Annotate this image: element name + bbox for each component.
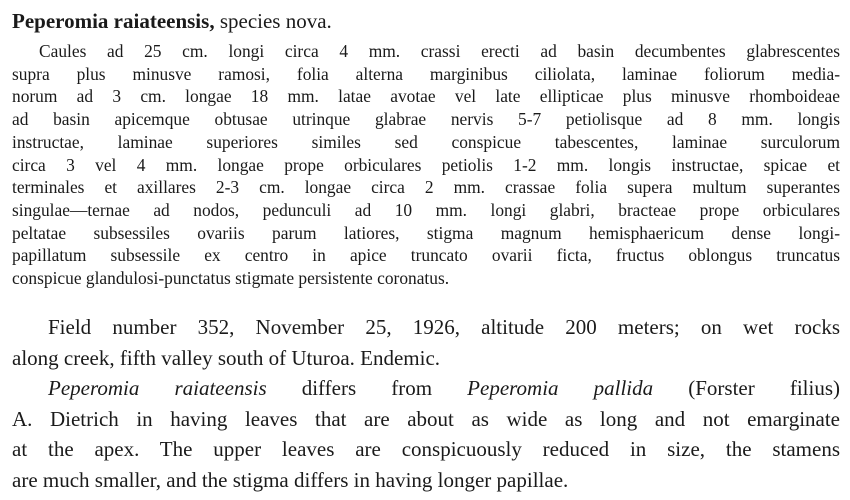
description-line: Caules ad 25 cm. longi circa 4 mm. crassi erecti ad basin decumbentes glabrescentes [39, 41, 840, 61]
description-line: ad basin apicemque obtusae utrinque glabrae nervis 5-7 petiolisque ad 8 mm. longis [12, 109, 840, 130]
description-line: papillatum subsessile ex centro in apice truncato ovarii ficta, fructus oblongus truncatus [12, 245, 840, 266]
compared-species-italic: Peperomia pallida [467, 376, 654, 400]
species-name-italic: Peperomia raiateensis [48, 376, 267, 400]
description-line: instructae, laminae superiores similes sed conspicue tabescentes, laminae surculorum [12, 131, 840, 152]
description-line: peltatae subsessiles ovariis parum latiores, stigma magnum hemisphaericum dense longi- [12, 222, 840, 243]
description-line: supra plus minusve ramosi, folia alterna marginibus ciliolata, laminae foliorum media- [12, 63, 840, 84]
comparison-line: A. Dietrich in having leaves that are about as wide as long and not emarginate [12, 406, 840, 431]
remarks-section [12, 312, 840, 495]
description-line: conspicue glandulosi-punctatus stigmate persistente coronatus. [12, 268, 450, 289]
description-line: terminales et axillares 2-3 cm. longae circa 2 mm. crassae folia supera multum superantes [12, 177, 840, 198]
comparison-text: (Forster filius) [653, 376, 840, 400]
description-line: singulae—ternae ad nodos, pedunculi ad 10 mm. longi glabri, bracteae prope orbiculares [12, 199, 840, 220]
species-heading [12, 8, 332, 34]
latin-description [12, 40, 840, 290]
comparison-line: are much smaller, and the stigma differs in having longer papillae. [12, 467, 569, 492]
species-note: species nova. [214, 9, 332, 33]
field-note-line: along creek, fifth valley south of Uturoa. Endemic. [12, 345, 441, 370]
description-line: norum ad 3 cm. longae 18 mm. latae avotae vel late ellipticae plus minusve rhomboideae [12, 86, 840, 107]
field-note-line: Field number 352, November 25, 1926, altitude 200 meters; on wet rocks [48, 315, 840, 339]
comparison-line [12, 373, 840, 404]
description-line: circa 3 vel 4 mm. longae prope orbiculares petiolis 1-2 mm. longis instructae, spicae et [12, 154, 840, 175]
comparison-text: differs from [266, 376, 468, 400]
comparison-line: at the apex. The upper leaves are conspicuously reduced in size, the stamens [12, 437, 840, 461]
species-name: Peperomia raiateensis, [12, 9, 215, 33]
